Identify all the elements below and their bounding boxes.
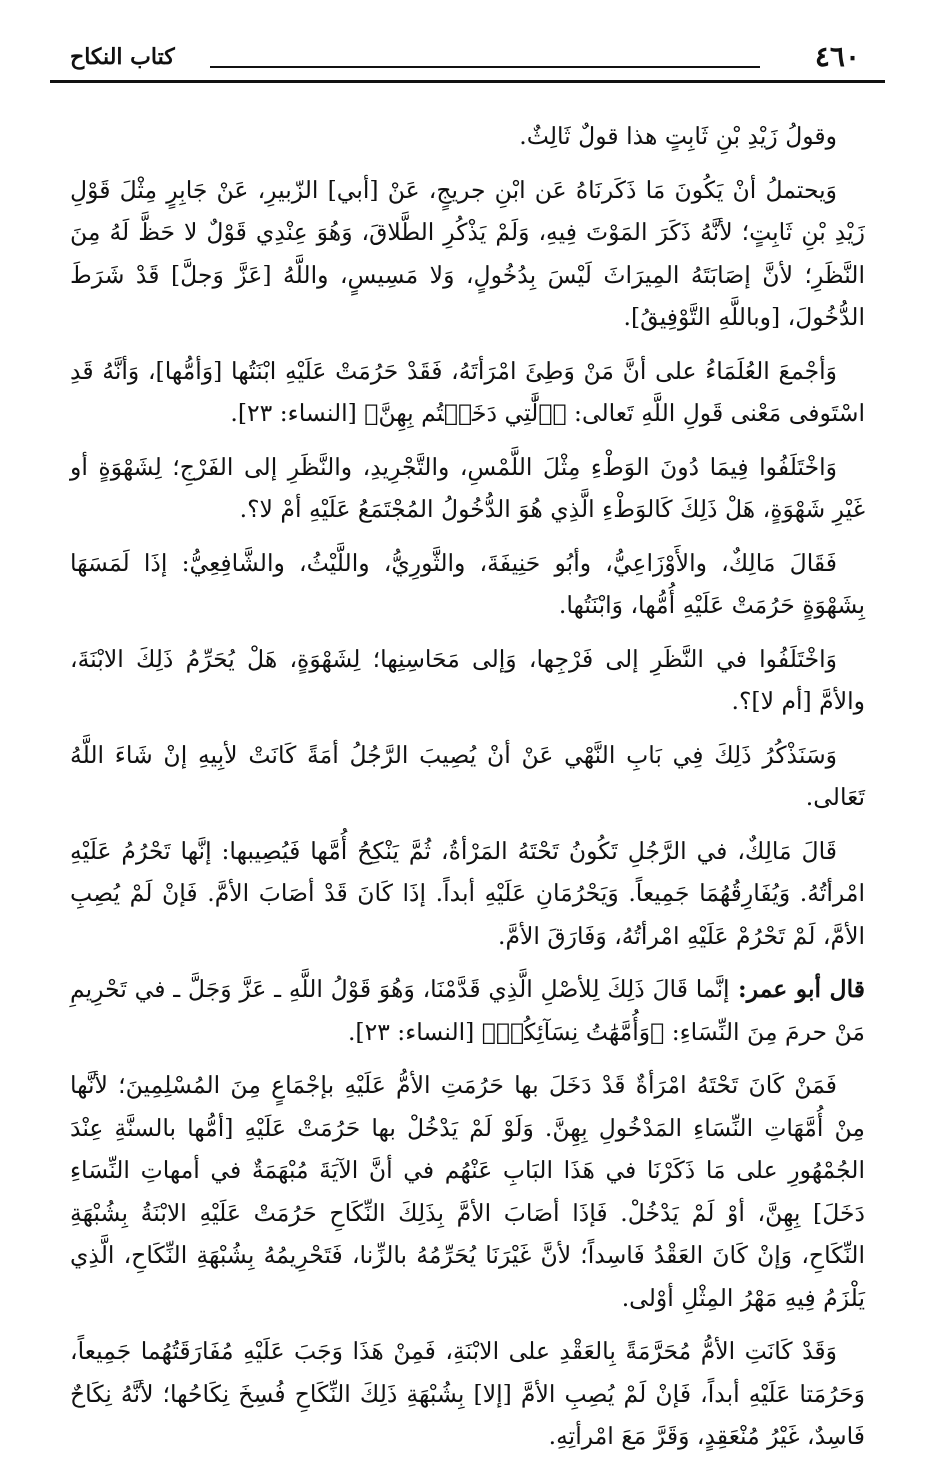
paragraph: قَالَ مَالِكٌ، في الرَّجُلِ تَكُونُ تَحْتَهُ المَرْأةُ، ثُمَّ يَنْكِحُ أُمَّها فَيُصِيبها: إنَّها تَحْرُمُ عَلَيْهِ امْرأتُهُ. وَيُفَارِقُهُمَا جَمِيعاً. وَيَحْرُمَانِ عَلَيْهِ أبداً. إذَا كَانَ قَدْ أصَابَ الأمَّ. فَإنْ لَمْ يُصِبِ الأمَّ، لَمْ تَحْرُمْ عَلَيْهِ امْرأتُهُ، وَفَارَقَ الأمَّ. xyxy=(70,836,865,950)
paragraph: وَيحتملُ أنْ يَكُونَ مَا ذَكَرنَاهُ عَن ابْنِ جريجٍ، عَنْ [أبي] الزّبيرِ، عَنْ جَابِرٍ مِثْلَ قَوْلِ زَيْدِ بْنِ ثَابِتٍ؛ لأنَّهُ ذَكَرَ المَوْتَ فِيهِ، وَلَمْ يَذْكُرِ الطَّلاقَ، وَهُوَ عِنْدِي قَوْلٌ لا حَظَّ لَهُ مِنَ النَّظَرِ؛ لأنَّ إصَابَتَهُ المِيرَاثَ لَيْسَ بِدُخُولٍ، وَلا مَسِيسٍ، واللَّهُ [عَزَّ وَجلَّ] قَدْ شَرَطَ الدُّخُولَ، [وباللَّهِ التَّوْفِيقُ]. xyxy=(70,175,865,331)
paragraph: وَأجْمعَ العُلَمَاءُ على أنَّ مَنْ وَطِئَ امْرَأتَهُ، فَقَدْ حَرُمَتْ عَلَيْهِ ابْنَتُها [وَأمُّها]، وَأنَّهُ قَدِ اسْتَوفى مَعْنى قَولِ اللَّهِ تَعالى: ﴿ٱلَّٰتِي دَخَلۡتُم بِهِنَّ﴾ [النساء: ٢٣]. xyxy=(70,356,865,427)
paragraph-lead: قال أبو عمر: xyxy=(729,975,865,1003)
book-title: كتاب النكاح xyxy=(70,44,175,70)
page-number: ٤٦٠ xyxy=(814,40,860,73)
header-divider xyxy=(210,66,760,68)
paragraph: وَاخْتَلَفُوا فِيمَا دُونَ الوَطْءِ مِثْلَ اللَّمْسِ، والتَّجْرِيدِ، والنَّظَرِ إلى الفَرْجِ؛ لِشَهْوَةٍ أو غَيْرِ شَهْوَةٍ، هَلْ ذَلِكَ كَالوَطْءِ الَّذِي هُوَ الدُّخُولُ المُجْتَمَعُ عَلَيْهِ أمْ لا؟. xyxy=(70,452,865,523)
paragraph: فَقَالَ مَالِكٌ، والأَوْزَاعِيُّ، وأبُو حَنِيفَةَ، والثَّورِيُّ، واللَّيْثُ، والشَّافِعِيُّ: إذَا لَمَسَهَا بِشَهْوَةٍ حَرُمَتْ عَلَيْهِ أُمُّها، وَابْنَتُها. xyxy=(70,548,865,619)
page-body xyxy=(70,115,865,1450)
paragraph: وَسَنَذْكُرُ ذَلِكَ فِي بَابِ النَّهْي عَنْ أنْ يُصِيبَ الرَّجُلُ أمَةً كَانَتْ لأبِيهِ إنْ شَاءَ اللَّهُ تَعَالى. xyxy=(70,740,865,811)
paragraph: وَاخْتَلَفُوا في النَّظَرِ إلى فَرْجِها، وَإلى مَحَاسِنِها؛ لِشَهْوَةٍ، هَلْ يُحَرِّمُ ذَلِكَ الابْنَةَ، والأمَّ [أم لا]؟. xyxy=(70,644,865,715)
paragraph: فَمَنْ كَانَ تَحْتَهُ امْرَأةٌ قَدْ دَخَلَ بها حَرُمَتِ الأمُّ عَلَيْهِ بإجْمَاعٍ مِنَ المُسْلِمِينَ؛ لأنَّها مِنْ أُمَّهَاتِ النِّسَاءِ المَدْخُولِ بِهِنَّ. وَلَوْ لَمْ يَدْخُلْ بها حَرُمَتْ عَلَيْهِ [أمُّها بالسنَّةِ عِنْدَ الجُمْهُورِ على مَا ذَكَرْنَا في هَذَا البَابِ عَنْهُم في أنَّ الآيَةَ مُبْهَمَةٌ في أمهاتِ النِّسَاءِ دَخَلَ] بِهِنَّ، أوْ لَمْ يَدْخُلْ. فَإذَا أصَابَ الأمَّ بِذَلِكَ النِّكَاحِ حَرُمَتْ عَلَيْهِ الابْنَةُ بِشُبْهَةِ النِّكَاحِ، وَإنْ كَانَ العَقْدُ فَاسِداً؛ لأنَّ غَيْرَنَا يُحَرِّمُهُ بالزِّنا، فَتَحْرِيمُهُ بِشُبْهَةِ النِّكَاحِ، الَّذِي يَلْزَمُ فِيهِ مَهْرُ المِثْلِ أوْلى. xyxy=(70,1071,865,1312)
header-rule xyxy=(50,80,885,83)
paragraph-text: إنَّما قَالَ ذَلِكَ لِلأصْلِ الَّذِي قَدَّمْنَا، وَهُوَ قَوْلُ اللَّهِ ـ عَزَّ وَجَلَّ ـ في تَحْرِيمِ مَنْ حرمَ مِنَ النِّسَاءِ: ﴿وَأُمَّهَٰتُ نِسَآئِكُمۡ﴾ [النساء: ٢٣]. xyxy=(70,975,865,1046)
paragraph: وقولُ زَيْدِ بْنِ ثَابِتٍ هذا قولٌ ثَالِثٌ. xyxy=(519,122,837,150)
page-header xyxy=(50,38,885,78)
paragraph xyxy=(70,968,865,1053)
paragraph: وَقَدْ كَانَتِ الأمُّ مُحَرَّمَةً بِالعَقْدِ على الابْنَةِ، فَمِنْ هَذَا وَجَبَ عَلَيْهِ مُفَارَقَتُهُما جَمِيعاً، وَحَرُمَتا عَلَيْهِ أبداً، فَإنْ لَمْ يُصِبِ الأمَّ [إلا] بِشُبْهَةِ ذَلِكَ النِّكَاحِ فُسِخَ نِكَاحُها؛ لأنَّهُ نِكَاحٌ فَاسِدٌ، غَيْرُ مُنْعَقِدٍ، وَقَرَّ مَعَ امْرأتِهِ. xyxy=(70,1337,865,1450)
